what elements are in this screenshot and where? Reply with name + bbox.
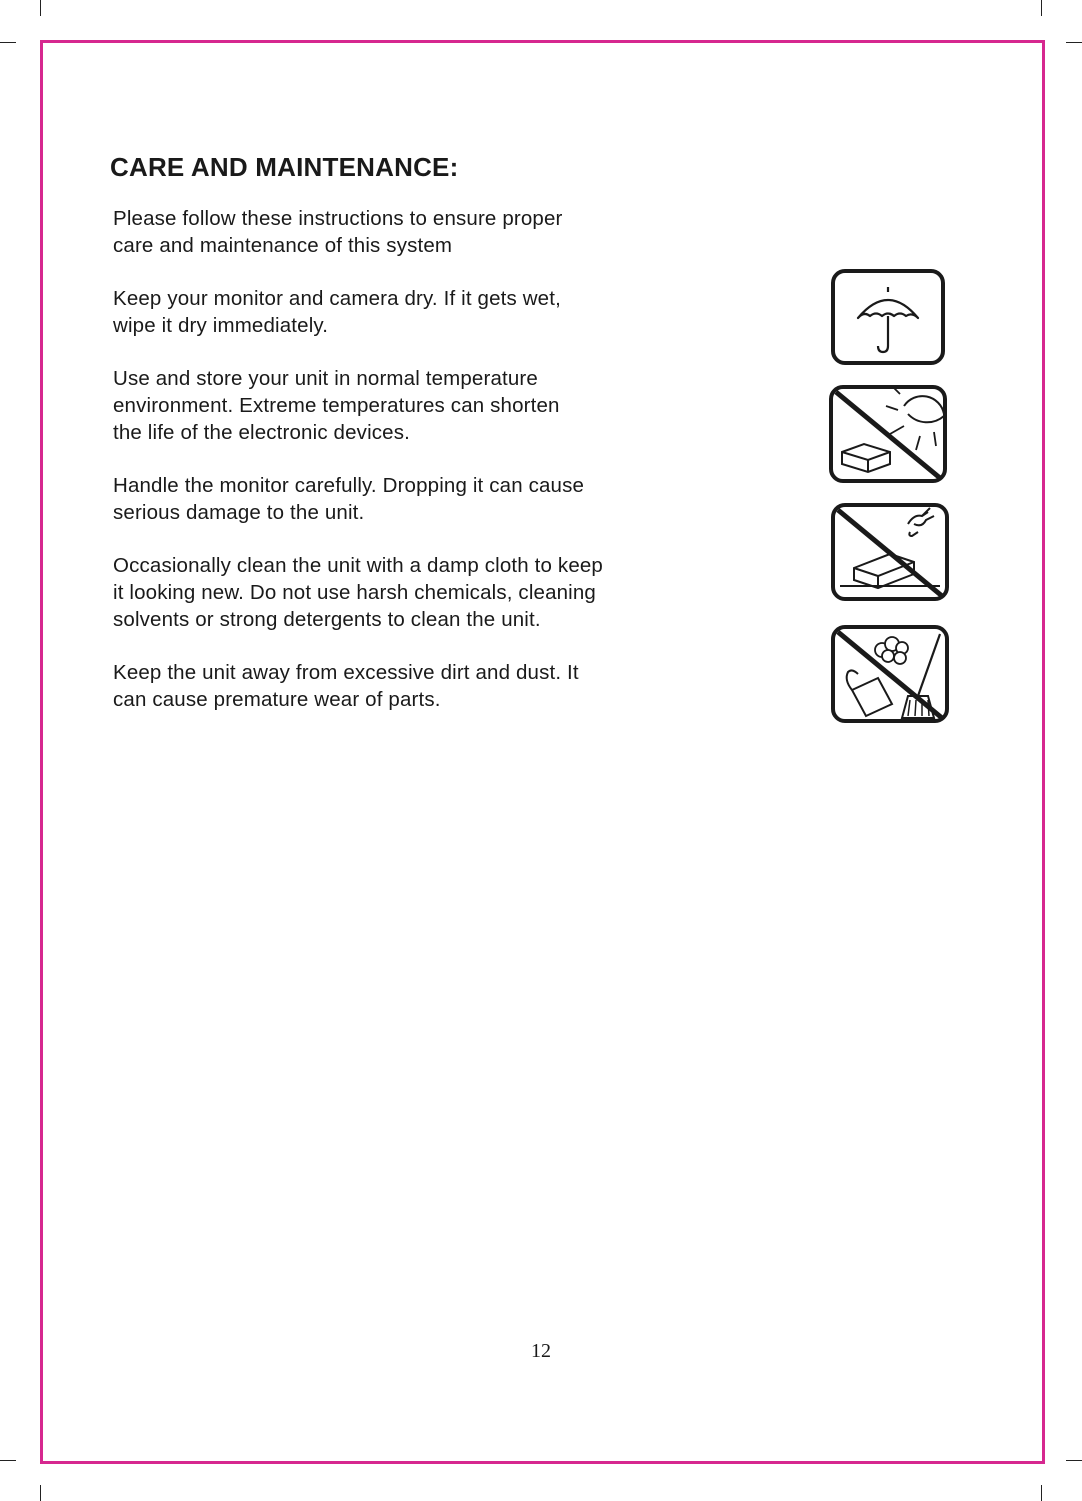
paragraph-cleaning bbox=[113, 552, 670, 633]
page-title: CARE AND MAINTENANCE: bbox=[110, 152, 459, 182]
crop-mark-left-top bbox=[0, 42, 16, 43]
paragraph-line: environment. Extreme temperatures can shorten bbox=[113, 394, 560, 417]
paragraph-line: serious damage to the unit. bbox=[113, 501, 365, 524]
crop-mark-top-left bbox=[40, 0, 41, 16]
paragraph-line: solvents or strong detergents to clean the unit. bbox=[113, 608, 541, 631]
paragraph-line: wipe it dry immediately. bbox=[113, 314, 329, 337]
crop-mark-bottom-right bbox=[1041, 1485, 1042, 1501]
paragraph-line: Occasionally clean the unit with a damp cloth to keep bbox=[113, 554, 603, 577]
paragraph-dust bbox=[113, 659, 670, 713]
crop-mark-bottom-left bbox=[40, 1485, 41, 1501]
page-number: 12 bbox=[531, 1340, 551, 1362]
paragraph-line: the life of the electronic devices. bbox=[113, 421, 410, 444]
paragraph-line: Keep the unit away from excessive dirt and dust. It bbox=[113, 661, 579, 684]
paragraph-line: Use and store your unit in normal temperature bbox=[113, 367, 538, 390]
crop-mark-left-bottom bbox=[0, 1460, 16, 1461]
paragraph-line: can cause premature wear of parts. bbox=[113, 688, 441, 711]
no-dust-dirt-icon bbox=[830, 624, 950, 724]
paragraph-line: Handle the monitor carefully. Dropping it can cause bbox=[113, 474, 585, 497]
crop-mark-top-right bbox=[1041, 0, 1042, 16]
paragraph-handle-carefully bbox=[113, 472, 670, 526]
no-dropping-icon bbox=[830, 502, 950, 602]
keep-dry-umbrella-icon bbox=[830, 268, 946, 366]
crop-mark-right-top bbox=[1066, 42, 1082, 43]
crop-mark-right-bottom bbox=[1066, 1460, 1082, 1461]
paragraph-line: Keep your monitor and camera dry. If it gets wet, bbox=[113, 287, 561, 310]
paragraph-line: it looking new. Do not use harsh chemicals, cleaning bbox=[113, 581, 596, 604]
no-heat-sun-icon bbox=[828, 384, 948, 484]
care-maintenance-section bbox=[110, 152, 670, 739]
paragraph-line: Please follow these instructions to ensure proper bbox=[113, 207, 563, 230]
paragraph-intro bbox=[113, 205, 670, 259]
paragraph-temperature bbox=[113, 365, 670, 446]
paragraph-keep-dry bbox=[113, 285, 670, 339]
paragraph-line: care and maintenance of this system bbox=[113, 234, 453, 257]
